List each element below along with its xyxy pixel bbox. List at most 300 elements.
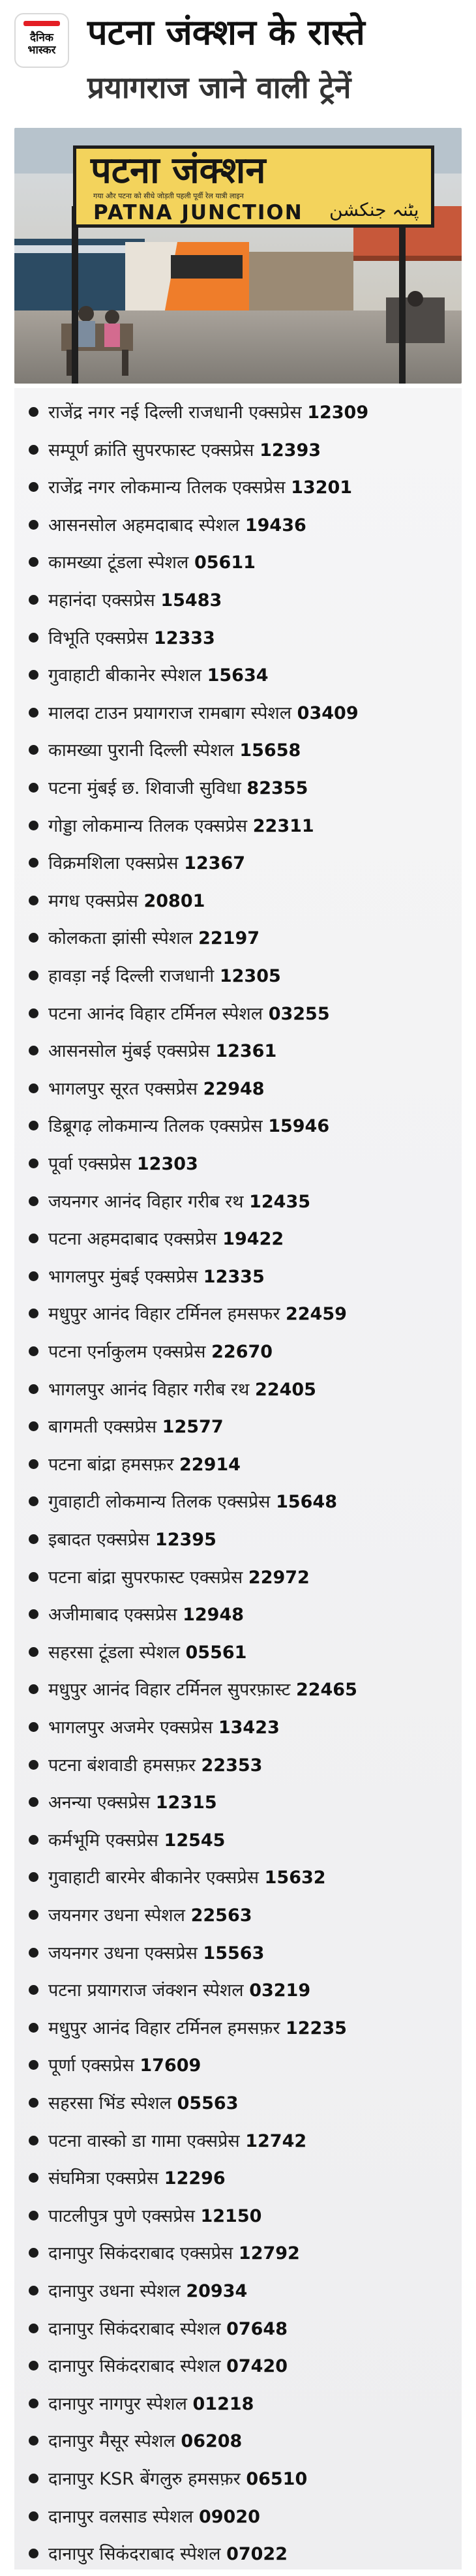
train-name-text: दानापुर KSR बेंगलुरु हमसफ़र — [48, 2469, 241, 2489]
train-list-item — [14, 770, 462, 808]
train-number: 07648 — [226, 2318, 288, 2339]
train-name — [48, 664, 269, 688]
train-number: 12393 — [260, 440, 321, 461]
train-number: 12435 — [249, 1191, 311, 1212]
train-name-text: कामख्या टूंडला स्पेशल — [48, 553, 189, 573]
bullet-icon — [29, 1121, 38, 1130]
train-list-item — [14, 1935, 462, 1973]
bullet-icon — [29, 1647, 38, 1657]
train-list-item — [14, 733, 462, 770]
bullet-icon — [29, 1684, 38, 1694]
train-list-item — [14, 2273, 462, 2311]
bullet-icon — [29, 2023, 38, 2033]
train-name-text: मधुपुर आनंद विहार टर्मिनल हमसफ़र — [48, 2018, 280, 2038]
bullet-icon — [29, 1722, 38, 1732]
train-list-item — [14, 2499, 462, 2537]
train-name — [48, 1942, 264, 1965]
train-name-text: इबादत एक्सप्रेस — [48, 1530, 150, 1550]
train-number: 15563 — [203, 1943, 265, 1963]
bullet-icon — [29, 783, 38, 793]
train-number: 17609 — [140, 2055, 201, 2076]
bullet-icon — [29, 2436, 38, 2446]
train-name-text: जयनगर उधना एक्सप्रेस — [48, 1943, 198, 1963]
sign-hindi-text: पटना जंक्शन — [91, 149, 266, 192]
station-sign — [73, 145, 434, 228]
train-list-item — [14, 2536, 462, 2574]
train-name — [48, 2130, 306, 2153]
bullet-icon — [29, 1985, 38, 1995]
train-name — [48, 1866, 326, 1890]
train-name-text: दानापुर सिकंदराबाद स्पेशल — [48, 2318, 221, 2339]
train-list-item — [14, 2010, 462, 2048]
train-name-text: पटना मुंबई छ. शिवाजी सुविधा — [48, 778, 241, 798]
train-name — [48, 551, 256, 575]
train-name — [48, 2054, 201, 2078]
train-number: 19436 — [245, 515, 306, 536]
train-name — [48, 927, 260, 950]
train-name-text: पूर्वा एक्सप्रेस — [48, 1154, 132, 1174]
train-name-text: संघमित्रा एक्सप्रेस — [48, 2168, 159, 2189]
train-name — [48, 2355, 288, 2378]
train-name-text: दानापुर उधना स्पेशल — [48, 2281, 181, 2301]
train-list-item — [14, 1033, 462, 1071]
bullet-icon — [29, 858, 38, 868]
train-list-item — [14, 808, 462, 846]
bullet-icon — [29, 1797, 38, 1807]
train-name-text: दानापुर सिकंदराबाद एक्सप्रेस — [48, 2243, 233, 2264]
train-name — [48, 2468, 307, 2491]
train-list-item — [14, 2235, 462, 2273]
train-list-item — [14, 1748, 462, 1785]
bullet-icon — [29, 2060, 38, 2070]
bullet-icon — [29, 2098, 38, 2108]
train-list-item — [14, 2085, 462, 2123]
bullet-icon — [29, 896, 38, 905]
train-number: 15634 — [207, 665, 269, 686]
train-name-text: जयनगर उधना स्पेशल — [48, 1905, 185, 1926]
train-list-item — [14, 883, 462, 921]
train-name — [48, 1303, 347, 1326]
train-number: 15658 — [239, 740, 301, 761]
train-name — [48, 1341, 273, 1364]
train-list — [14, 388, 462, 2569]
train-name-text: पटना अहमदाबाद एक्सप्रेस — [48, 1229, 217, 1250]
train-name-text: विभूति एक्सप्रेस — [48, 628, 149, 648]
train-number: 03255 — [268, 1003, 330, 1024]
train-name — [48, 2393, 254, 2416]
train-name-text: भागलपुर अजमेर एक्सप्रेस — [48, 1718, 213, 1738]
logo-text: दैनिक भास्कर — [27, 31, 56, 57]
bullet-icon — [29, 1384, 38, 1394]
train-list-item — [14, 583, 462, 620]
train-name-text: दानापुर नागपुर स्पेशल — [48, 2393, 187, 2414]
train-name — [48, 589, 222, 613]
bullet-icon — [29, 2248, 38, 2258]
train-list-item — [14, 432, 462, 470]
train-number: 12235 — [285, 2018, 347, 2038]
train-name — [48, 1528, 216, 1552]
train-name-text: सहरसा टूंडला स्पेशल — [48, 1642, 180, 1663]
train-list-item — [14, 2348, 462, 2386]
train-number: 05611 — [194, 553, 256, 573]
train-name-text: आसनसोल अहमदाबाद स्पेशल — [48, 515, 240, 536]
train-list-item — [14, 2160, 462, 2198]
bullet-icon — [29, 821, 38, 830]
train-list-item — [14, 2423, 462, 2461]
train-name-text: विक्रमशिला एक्सप्रेस — [48, 853, 179, 874]
train-number: 13201 — [291, 477, 353, 498]
train-name — [48, 1678, 357, 1702]
train-number: 22353 — [201, 1755, 263, 1776]
bullet-icon — [29, 1083, 38, 1093]
train-name — [48, 2318, 288, 2341]
train-name — [48, 702, 359, 725]
train-name — [48, 1416, 224, 1439]
train-name — [48, 1453, 241, 1477]
train-name — [48, 2242, 300, 2265]
bullet-icon — [29, 2474, 38, 2483]
train-number: 15946 — [268, 1116, 330, 1137]
train-list-item — [14, 1973, 462, 2010]
train-number: 20934 — [186, 2281, 248, 2301]
train-list-item — [14, 1560, 462, 1598]
train-name-text: भागलपुर मुंबई एक्सप्रेस — [48, 1266, 198, 1287]
bullet-icon — [29, 2136, 38, 2145]
train-name — [48, 476, 352, 500]
bullet-icon — [29, 670, 38, 680]
bullet-icon — [29, 2324, 38, 2333]
sign-note-text: गया और पटना को सीधे जोड़ती पहली पूर्वी रेल यात्री लाइन — [93, 192, 244, 200]
train-number: 22948 — [203, 1078, 265, 1099]
train-number: 22563 — [190, 1905, 252, 1926]
train-list-item — [14, 920, 462, 958]
train-number: 19422 — [222, 1229, 284, 1250]
train-name-text: पटना आनंद विहार टर्मिनल स्पेशल — [48, 1003, 263, 1024]
bullet-icon — [29, 557, 38, 567]
train-number: 06510 — [246, 2469, 308, 2489]
train-list-item — [14, 508, 462, 545]
train-list-item — [14, 996, 462, 1034]
train-list-item — [14, 1146, 462, 1184]
train-name — [48, 1378, 316, 1402]
train-number: 15483 — [160, 590, 222, 611]
train-number: 12305 — [219, 966, 281, 986]
train-list-item — [14, 2311, 462, 2349]
train-name — [48, 2167, 226, 2190]
train-name-text: जयनगर आनंद विहार गरीब रथ — [48, 1191, 244, 1212]
train-list-item — [14, 1296, 462, 1334]
train-name — [48, 890, 205, 913]
bullet-icon — [29, 482, 38, 492]
train-name-text: गुवाहाटी बारमेर बीकानेर एक्सप्रेस — [48, 1868, 260, 1888]
train-list-item — [14, 620, 462, 658]
train-name — [48, 777, 308, 800]
bullet-icon — [29, 933, 38, 943]
train-name-text: दानापुर सिकंदराबाद स्पेशल — [48, 2544, 221, 2565]
train-name — [48, 1979, 310, 2003]
train-number: 12792 — [238, 2243, 300, 2264]
train-name — [48, 627, 215, 650]
train-number: 12367 — [184, 853, 246, 874]
train-name — [48, 1904, 252, 1928]
train-number: 13423 — [218, 1718, 280, 1738]
train-list-item — [14, 1635, 462, 1673]
train-list-item — [14, 1785, 462, 1823]
train-name-text: गुवाहाटी बीकानेर स्पेशल — [48, 665, 201, 686]
train-number: 12315 — [155, 1793, 217, 1813]
train-name — [48, 1040, 276, 1063]
train-name — [48, 1003, 330, 1026]
train-name-text: अनन्या एक्सप्रेस — [48, 1793, 151, 1813]
bullet-icon — [29, 1234, 38, 1243]
train-number: 12361 — [215, 1041, 277, 1062]
bullet-icon — [29, 1609, 38, 1619]
bullet-icon — [29, 2399, 38, 2408]
bullet-icon — [29, 1309, 38, 1318]
bullet-icon — [29, 1421, 38, 1431]
train-name-text: मालदा टाउन प्रयागराज रामबाग स्पेशल — [48, 703, 292, 723]
train-list-item — [14, 1221, 462, 1259]
train-number: 12333 — [153, 628, 215, 648]
train-name — [48, 1190, 310, 1214]
train-number: 12309 — [307, 402, 369, 423]
train-number: 22465 — [295, 1680, 357, 1701]
train-number: 22914 — [179, 1454, 241, 1475]
train-number: 05563 — [177, 2093, 239, 2114]
train-name — [48, 965, 281, 988]
train-number: 12150 — [200, 2205, 262, 2226]
train-number: 12335 — [203, 1266, 265, 1287]
train-name-text: हावड़ा नई दिल्ली राजधानी — [48, 966, 215, 986]
bullet-icon — [29, 633, 38, 643]
train-name — [48, 2092, 239, 2115]
train-number: 22670 — [211, 1342, 273, 1362]
train-name — [48, 1491, 337, 1514]
train-number: 22972 — [248, 1567, 310, 1588]
train-list-item — [14, 2048, 462, 2085]
train-number: 82355 — [246, 778, 308, 798]
train-list-item — [14, 2386, 462, 2424]
bullet-icon — [29, 1046, 38, 1055]
train-name — [48, 1754, 262, 1778]
train-number: 12395 — [155, 1530, 216, 1550]
train-name-text: राजेंद्र नगर नई दिल्ली राजधानी एक्सप्रेस — [48, 402, 302, 423]
train-number: 12296 — [164, 2168, 226, 2189]
train-name-text: भागलपुर आनंद विहार गरीब रथ — [48, 1379, 250, 1400]
train-name-text: आसनसोल मुंबई एक्सप्रेस — [48, 1041, 210, 1062]
train-name-text: पटना वास्को डा गामा एक्सप्रेस — [48, 2130, 240, 2151]
train-number: 22311 — [252, 815, 314, 836]
train-name — [48, 852, 245, 875]
train-list-item — [14, 2461, 462, 2499]
train-list-item — [14, 1409, 462, 1447]
train-name-text: सहरसा भिंड स्पेशल — [48, 2093, 171, 2114]
train-number: 03219 — [249, 1980, 311, 2001]
train-list-item — [14, 1710, 462, 1748]
train-name-text: महानंदा एक्सप्रेस — [48, 590, 155, 611]
train-list-item — [14, 1184, 462, 1222]
train-name-text: बागमती एक्सप्रेस — [48, 1417, 157, 1438]
sign-english-text: PATNA JUNCTION — [93, 201, 303, 224]
train-list-item — [14, 1108, 462, 1146]
bullet-icon — [29, 2211, 38, 2220]
train-name-text: पटना बंशवाडी हमसफ़र — [48, 1755, 196, 1776]
train-number: 12577 — [162, 1417, 224, 1438]
bullet-icon — [29, 445, 38, 455]
train-number: 12545 — [164, 1830, 226, 1851]
train-name — [48, 2430, 242, 2453]
train-name — [48, 1153, 198, 1176]
train-list-item — [14, 1672, 462, 1710]
train-name-text: सम्पूर्ण क्रांति सुपरफास्ट एक्सप्रेस — [48, 440, 254, 461]
train-name-text: कर्मभूमि एक्सप्रेस — [48, 1830, 158, 1851]
train-number: 09020 — [198, 2506, 260, 2527]
train-name — [48, 1115, 329, 1138]
train-number: 15648 — [276, 1492, 337, 1513]
train-name — [48, 2205, 261, 2228]
train-name-text: पाटलीपुत्र पुणे एक्सप्रेस — [48, 2205, 195, 2226]
train-name — [48, 1716, 280, 1740]
train-list-item — [14, 1522, 462, 1560]
bullet-icon — [29, 708, 38, 718]
bullet-icon — [29, 1948, 38, 1958]
bullet-icon — [29, 2549, 38, 2558]
bullet-icon — [29, 1534, 38, 1544]
train-name-text: पूर्णा एक्सप्रेस — [48, 2055, 134, 2076]
train-number: 06208 — [181, 2431, 243, 2452]
train-list-item — [14, 1447, 462, 1485]
train-list-item — [14, 1484, 462, 1522]
train-name — [48, 1603, 244, 1627]
train-name-text: मधुपुर आनंद विहार टर्मिनल सुपरफ़ास्ट — [48, 1680, 291, 1701]
train-list-item — [14, 2123, 462, 2161]
train-list-item — [14, 1597, 462, 1635]
bullet-icon — [29, 1346, 38, 1356]
train-name-text: कोलकता झांसी स्पेशल — [48, 928, 193, 949]
train-name-text: दानापुर वलसाड स्पेशल — [48, 2506, 194, 2527]
train-name — [48, 2017, 347, 2040]
bullet-icon — [29, 2361, 38, 2371]
train-number: 20801 — [143, 890, 205, 911]
train-list-item — [14, 1372, 462, 1410]
train-name-text: अजीमाबाद एक्सप्रेस — [48, 1605, 177, 1626]
bullet-icon — [29, 595, 38, 605]
train-number: 01218 — [192, 2393, 254, 2414]
train-name-text: भागलपुर सूरत एक्सप्रेस — [48, 1078, 198, 1099]
train-name — [48, 2280, 247, 2303]
train-name — [48, 514, 306, 538]
bullet-icon — [29, 1271, 38, 1281]
bullet-icon — [29, 1159, 38, 1168]
train-name — [48, 1228, 284, 1251]
train-name-text: गोड्डा लोकमान्य तिलक एक्सप्रेस — [48, 815, 248, 836]
train-name-text: मधुपुर आनंद विहार टर्मिनल हमसफर — [48, 1304, 280, 1325]
train-list-item — [14, 1259, 462, 1297]
train-number: 22405 — [255, 1379, 316, 1400]
train-list-item — [14, 1898, 462, 1935]
bullet-icon — [29, 971, 38, 980]
train-name — [48, 1566, 310, 1590]
headline-line-2: प्रयागराज जाने वाली ट्रेनें — [87, 70, 351, 105]
bullet-icon — [29, 1196, 38, 1206]
train-list-item — [14, 470, 462, 508]
sign-urdu-text: پٹنہ جنکشن — [329, 199, 419, 220]
train-list-item — [14, 695, 462, 733]
train-name-text: दानापुर सिकंदराबाद स्पेशल — [48, 2356, 221, 2377]
train-name-text: मगध एक्सप्रेस — [48, 890, 138, 911]
train-list-item — [14, 395, 462, 432]
train-name — [48, 815, 314, 838]
train-name-text: पटना बांद्रा सुपरफास्ट एक्सप्रेस — [48, 1567, 243, 1588]
train-number: 12948 — [183, 1605, 245, 1626]
bullet-icon — [29, 1008, 38, 1018]
train-name-text: कामख्या पुरानी दिल्ली स्पेशल — [48, 740, 234, 761]
train-name-text: पटना एर्नाकुलम एक्सप्रेस — [48, 1342, 206, 1362]
train-name — [48, 1829, 225, 1853]
train-name-text: पटना बांद्रा हमसफ़र — [48, 1454, 174, 1475]
train-name — [48, 2543, 288, 2566]
bullet-icon — [29, 1910, 38, 1920]
bullet-icon — [29, 2173, 38, 2183]
train-number: 22459 — [285, 1304, 347, 1325]
train-list-item — [14, 958, 462, 996]
train-number: 22197 — [198, 928, 260, 949]
bullet-icon — [29, 1760, 38, 1770]
train-list-item — [14, 2198, 462, 2236]
train-name — [48, 401, 368, 425]
bullet-icon — [29, 1572, 38, 1582]
train-name-text: डिब्रूगढ़ लोकमान्य तिलक एक्सप्रेस — [48, 1116, 263, 1137]
bullet-icon — [29, 2286, 38, 2296]
train-name — [48, 1791, 217, 1815]
train-number: 15632 — [264, 1868, 326, 1888]
train-name — [48, 1078, 265, 1101]
train-name-text: गुवाहाटी लोकमान्य तिलक एक्सप्रेस — [48, 1492, 271, 1513]
train-list-item — [14, 845, 462, 883]
header — [0, 0, 476, 130]
bullet-icon — [29, 1835, 38, 1845]
train-name — [48, 2506, 260, 2529]
train-number: 12303 — [136, 1154, 198, 1174]
train-name-text: पटना प्रयागराज जंक्शन स्पेशल — [48, 1980, 244, 2001]
train-name — [48, 1641, 246, 1665]
train-list-item — [14, 1071, 462, 1109]
train-name-text: राजेंद्र नगर लोकमान्य तिलक एक्सप्रेस — [48, 477, 286, 498]
headline-line-1: पटना जंक्शन के रास्ते — [87, 12, 365, 53]
bullet-icon — [29, 407, 38, 417]
train-name — [48, 739, 301, 763]
logo-accent-bar — [23, 21, 60, 26]
train-name — [48, 1265, 265, 1289]
train-list-item — [14, 1334, 462, 1372]
train-number: 12742 — [245, 2130, 307, 2151]
bullet-icon — [29, 745, 38, 755]
bullet-icon — [29, 1496, 38, 1506]
train-list-item — [14, 1823, 462, 1860]
train-number: 05561 — [185, 1642, 247, 1663]
dainik-bhaskar-logo — [14, 13, 69, 68]
train-list-item — [14, 658, 462, 695]
bullet-icon — [29, 1872, 38, 1882]
train-name-text: दानापुर मैसूर स्पेशल — [48, 2431, 175, 2452]
train-number: 07022 — [226, 2544, 288, 2565]
bullet-icon — [29, 1459, 38, 1469]
bullet-icon — [29, 520, 38, 530]
train-number: 07420 — [226, 2356, 288, 2377]
train-list-item — [14, 1860, 462, 1898]
train-list-item — [14, 545, 462, 583]
train-name — [48, 439, 321, 462]
